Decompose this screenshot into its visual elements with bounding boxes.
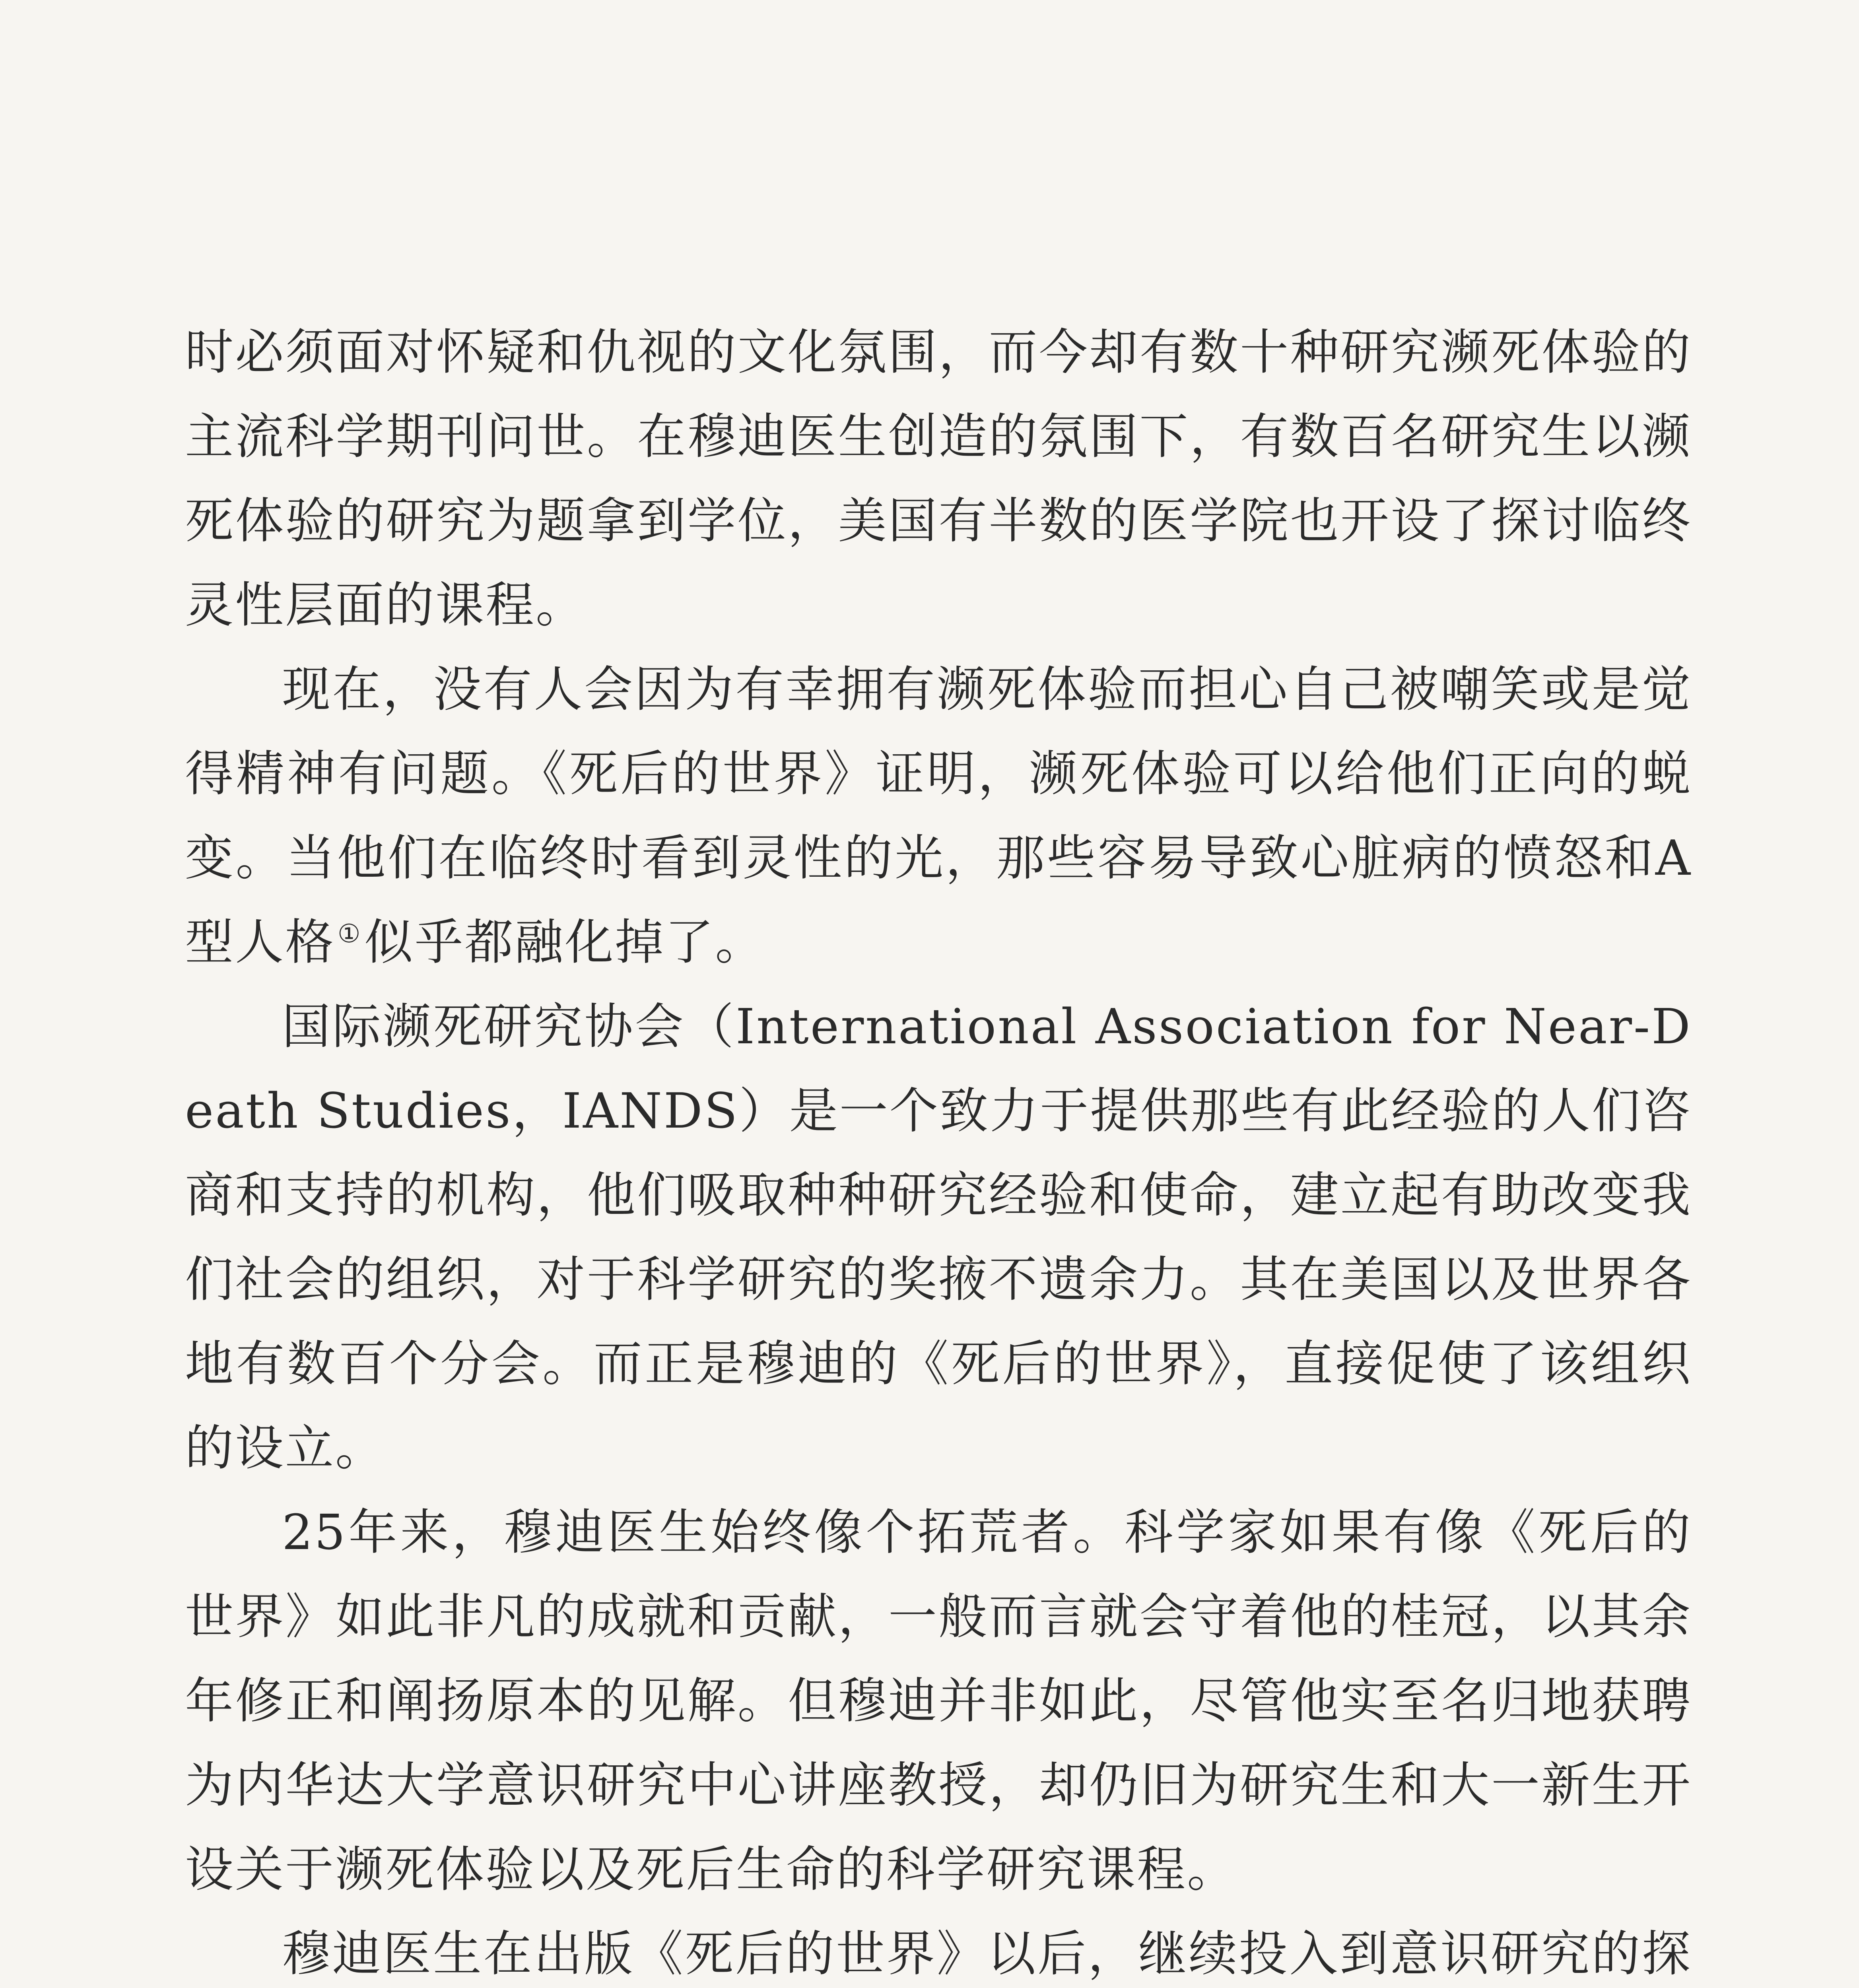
body-text [185,310,1692,1988]
paragraph-2 [185,647,1692,984]
paragraph-2-tail: 似乎都融化掉了。 [364,914,765,971]
paragraph-4: 25年来，穆迪医生始终像个拓荒者。科学家如果有像《死后的世界》如此非凡的成就和贡献，一般而言就会守着他的桂冠，以其余年修正和阐扬原本的见解。但穆迪并非如此，尽管他实至名归地获聘为内华达大学意识研究中心讲座教授，却仍旧为研究生和大一新生开设关于濒死体验以及死后生命的科学研究课程。 [185,1504,1692,1898]
paragraph-1: 时必须面对怀疑和仇视的文化氛围，而今却有数十种研究濒死体验的主流科学期刊问世。在穆迪医生创造的氛围下，有数百名研究生以濒死体验的研究为题拿到学位，美国有半数的医学院也开设了探讨临终灵性层面的课程。 [185,324,1692,633]
footnote-reference-1[interactable]: ① [338,919,362,949]
paragraph-2-text: 现在，没有人会因为有幸拥有濒死体验而担心自己被嘲笑或是觉得精神有问题。《死后的世界》证明，濒死体验可以给他们正向的蜕变。当他们在临终时看到灵性的光，那些容易导致心脏病的愤怒和A型人格 [185,661,1692,971]
paragraph-5: 穆迪医生在出版《死后的世界》以后，继续投入到意识研究的探 [282,1926,1692,1982]
paragraph-3: 国际濒死研究协会（International Association for Near-Death Studies，IANDS）是一个致力于提供那些有此经验的人们咨商和支持的机构，他们吸取种种研究经验和使命，建立起有助改变我们社会的组织，对于科学研究的奖掖不遗余力。其在美国以及世界各地有数百个分会。而正是穆迪的《死后的世界》，直接促使了该组织的设立。 [185,998,1692,1476]
